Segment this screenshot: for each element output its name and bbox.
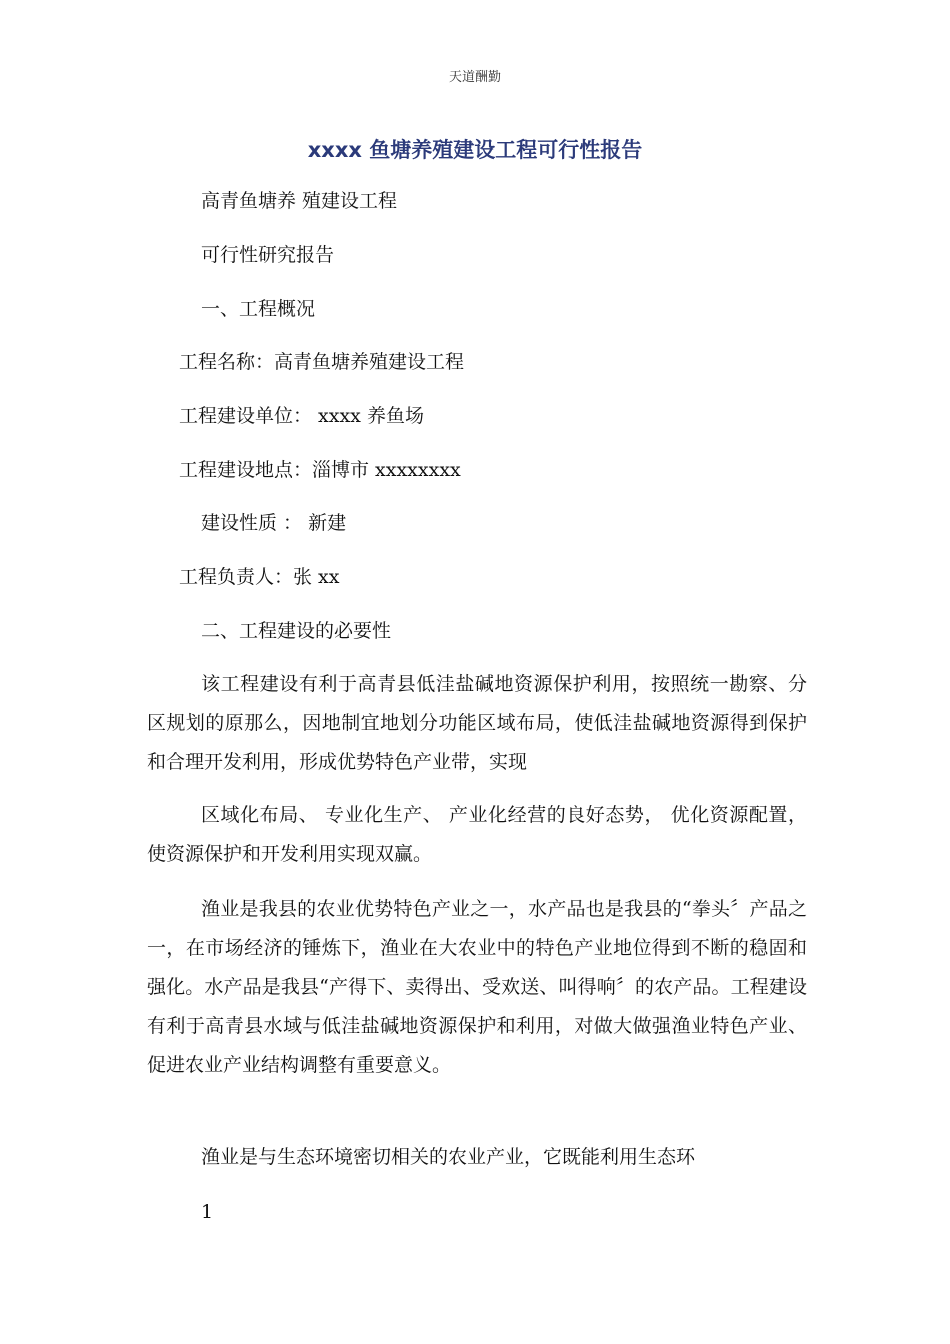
field-project-leader: 工程负责人：张 xx (179, 566, 340, 588)
paragraph-1: 该工程建设有利于高青县低洼盐碱地资源保护利用，按照统一勘察、分区规划的原那么，因地制宜地划分功能区域布局，使低洼盐碱地资源得到保护和合理开发利用，形成优势特色产业带，实现 (147, 673, 807, 773)
section-heading-overview: 一、工程概况 (201, 298, 316, 320)
field-construction-site: 工程建设地点：淄博市 xxxxxxxx (179, 459, 461, 481)
field-construction-nature: 建设性质 ： 新建 (201, 512, 347, 534)
field-project-name: 工程名称：高青鱼塘养殖建设工程 (179, 351, 465, 373)
section-heading-necessity: 二、工程建设的必要性 (201, 620, 392, 642)
paragraph-3: 渔业是我县的农业优势特色产业之一，水产品也是我县的“拳头〞产品之一，在市场经济的锤炼下，渔业在大农业中的特色产业地位得到不断的稳固和强化。水产品是我县“产得下、卖得出、受欢送、叫得响〞的农产品。工程建设有利于高青县水域与低洼盐碱地资源保护和利用，对做大做强渔业特色产业、促进农业产业结构调整有重要意义。 (147, 898, 807, 1076)
page-number: 1 (201, 1201, 214, 1223)
page-header: 天道酬勤 (448, 70, 501, 85)
paragraph-2: 区域化布局、 专业化生产、 产业化经营的良好态势， 优化资源配置，使资源保护和开发利用实现双赢。 (147, 804, 807, 865)
field-construction-unit: 工程建设单位： xxxx 养鱼场 (179, 405, 424, 427)
paragraph-4: 渔业是与生态环境密切相关的农业产业，它既能利用生态环 (201, 1146, 696, 1168)
document-title: xxxx 鱼塘养殖建设工程可行性报告 (307, 138, 643, 162)
subtitle-project: 高青鱼塘养 殖建设工程 (201, 190, 398, 212)
subtitle-report: 可行性研究报告 (201, 244, 335, 266)
